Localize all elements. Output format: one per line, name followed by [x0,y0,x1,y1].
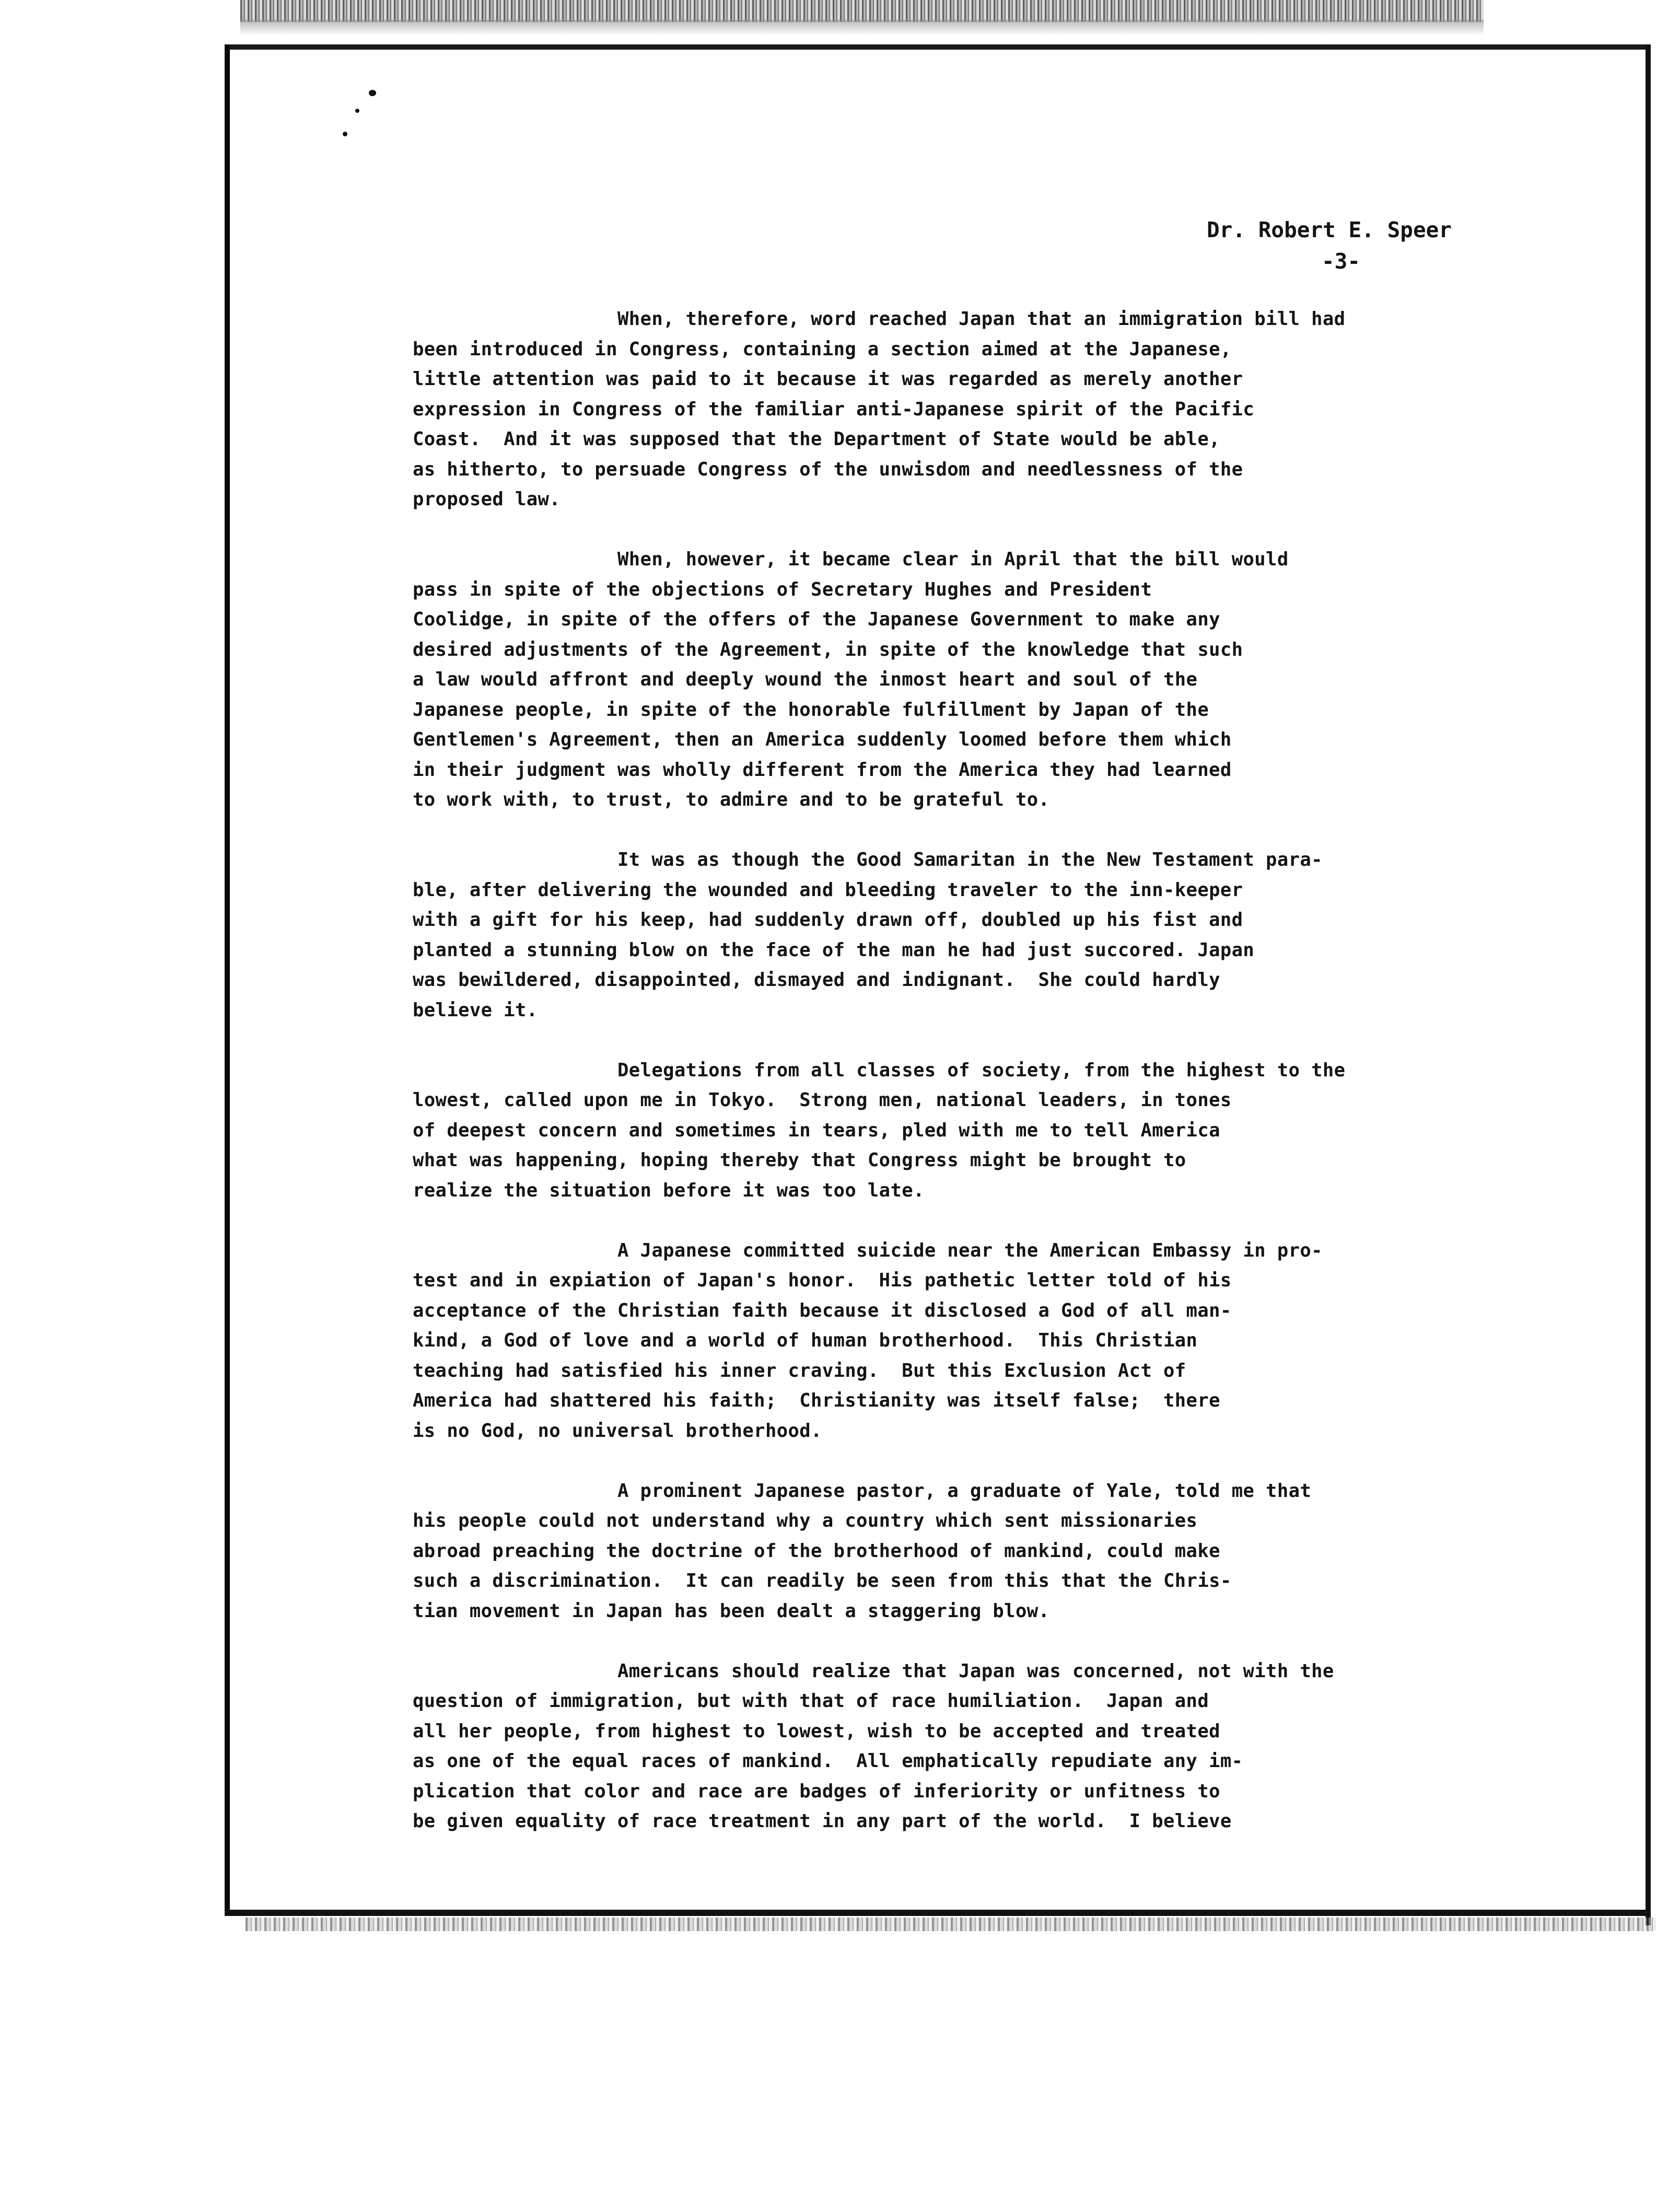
text-line: ble, after delivering the wounded and bleeding traveler to the inn-keeper [413,879,1243,901]
text-line: tian movement in Japan has been dealt a staggering blow. [413,1600,1050,1622]
text-line: plication that color and race are badges of inferiority or unfitness to [413,1780,1220,1802]
text-line: kind, a God of love and a world of human brotherhood. This Christian [413,1330,1198,1351]
scan-noise-bottom-edge [246,1918,1656,1931]
paragraph [413,845,1510,1025]
text-line: A Japanese committed suicide near the American Embassy in pro- [617,1239,1323,1261]
text-line: such a discrimination. It can readily be seen from this that the Chris- [413,1570,1232,1592]
text-line: a law would affront and deeply wound the inmost heart and soul of the [413,669,1198,690]
text-line: his people could not understand why a country which sent missionaries [413,1510,1198,1531]
text-line: as one of the equal races of mankind. All emphatically repudiate any im- [413,1750,1243,1772]
text-line: all her people, from highest to lowest, wish to be accepted and treated [413,1720,1220,1742]
page-border-bottom [225,1910,1651,1916]
text-line: believe it. [413,999,538,1021]
paragraph [413,1656,1510,1837]
scan-shadow-top [240,20,1484,36]
letter-body [413,304,1510,1866]
scan-noise-top-edge [240,0,1484,22]
text-line: desired adjustments of the Agreement, in spite of the knowledge that such [413,638,1243,660]
text-line: When, however, it became clear in April that the bill would [617,549,1289,570]
ink-speck [369,90,376,96]
paragraph [413,304,1510,515]
text-line: Coolidge, in spite of the offers of the Japanese Government to make any [413,609,1220,630]
addressee-name: Dr. Robert E. Speer [1207,217,1452,242]
text-line: with a gift for his keep, had suddenly drawn off, doubled up his fist and [413,909,1243,931]
text-line: little attention was paid to it because it was regarded as merely another [413,368,1243,390]
text-line: pass in spite of the objections of Secretary Hughes and President [413,578,1152,600]
text-line: what was happening, hoping thereby that Congress might be brought to [413,1149,1186,1171]
text-line: Coast. And it was supposed that the Department of State would be able, [413,428,1220,450]
ink-speck [343,132,347,136]
text-line: It was as though the Good Samaritan in the New Testament para- [617,849,1323,870]
text-line: Delegations from all classes of society, from the highest to the [617,1059,1346,1081]
text-line: as hitherto, to persuade Congress of the unwisdom and needlessness of the [413,458,1243,480]
text-line: Gentlemen's Agreement, then an America suddenly loomed before them which [413,729,1232,750]
text-line: expression in Congress of the familiar anti-Japanese spirit of the Pacific [413,398,1255,420]
text-line: abroad preaching the doctrine of the brotherhood of mankind, could make [413,1540,1220,1562]
text-line: planted a stunning blow on the face of the man he had just succored. Japan [413,939,1255,961]
text-line: teaching had satisfied his inner craving. But this Exclusion Act of [413,1360,1186,1381]
letter-header [1207,214,1452,277]
page-number: -3- [1322,249,1361,274]
text-line: A prominent Japanese pastor, a graduate of Yale, told me that [617,1480,1312,1502]
text-line: of deepest concern and sometimes in tears, pled with me to tell America [413,1119,1220,1141]
text-line: test and in expiation of Japan's honor. His pathetic letter told of his [413,1270,1232,1291]
text-line: be given equality of race treatment in any part of the world. I believe [413,1810,1232,1832]
paragraph [413,1476,1510,1627]
text-line: was bewildered, disappointed, dismayed and indignant. She could hardly [413,969,1220,991]
text-line: in their judgment was wholly different from the America they had learned [413,759,1232,781]
text-line: proposed law. [413,489,561,510]
text-line: America had shattered his faith; Christianity was itself false; there [413,1390,1220,1411]
paragraph [413,1055,1510,1206]
page-border-left [225,44,230,1910]
paragraph [413,1236,1510,1446]
text-line: lowest, called upon me in Tokyo. Strong men, national leaders, in tones [413,1089,1232,1111]
page-border-top [225,44,1651,50]
text-line: Japanese people, in spite of the honorable fulfillment by Japan of the [413,699,1209,721]
text-line: Americans should realize that Japan was concerned, not with the [617,1660,1334,1682]
text-line: When, therefore, word reached Japan that an immigration bill had [617,308,1346,330]
paragraph [413,544,1510,815]
text-line: to work with, to trust, to admire and to be grateful to. [413,789,1050,810]
text-line: realize the situation before it was too late. [413,1179,925,1201]
text-line: is no God, no universal brotherhood. [413,1420,822,1442]
ink-speck [355,109,359,113]
page-border-right [1646,44,1651,1925]
text-line: acceptance of the Christian faith because it disclosed a God of all man- [413,1299,1232,1321]
text-line: question of immigration, but with that of race humiliation. Japan and [413,1690,1209,1712]
text-line: been introduced in Congress, containing a section aimed at the Japanese, [413,338,1232,360]
